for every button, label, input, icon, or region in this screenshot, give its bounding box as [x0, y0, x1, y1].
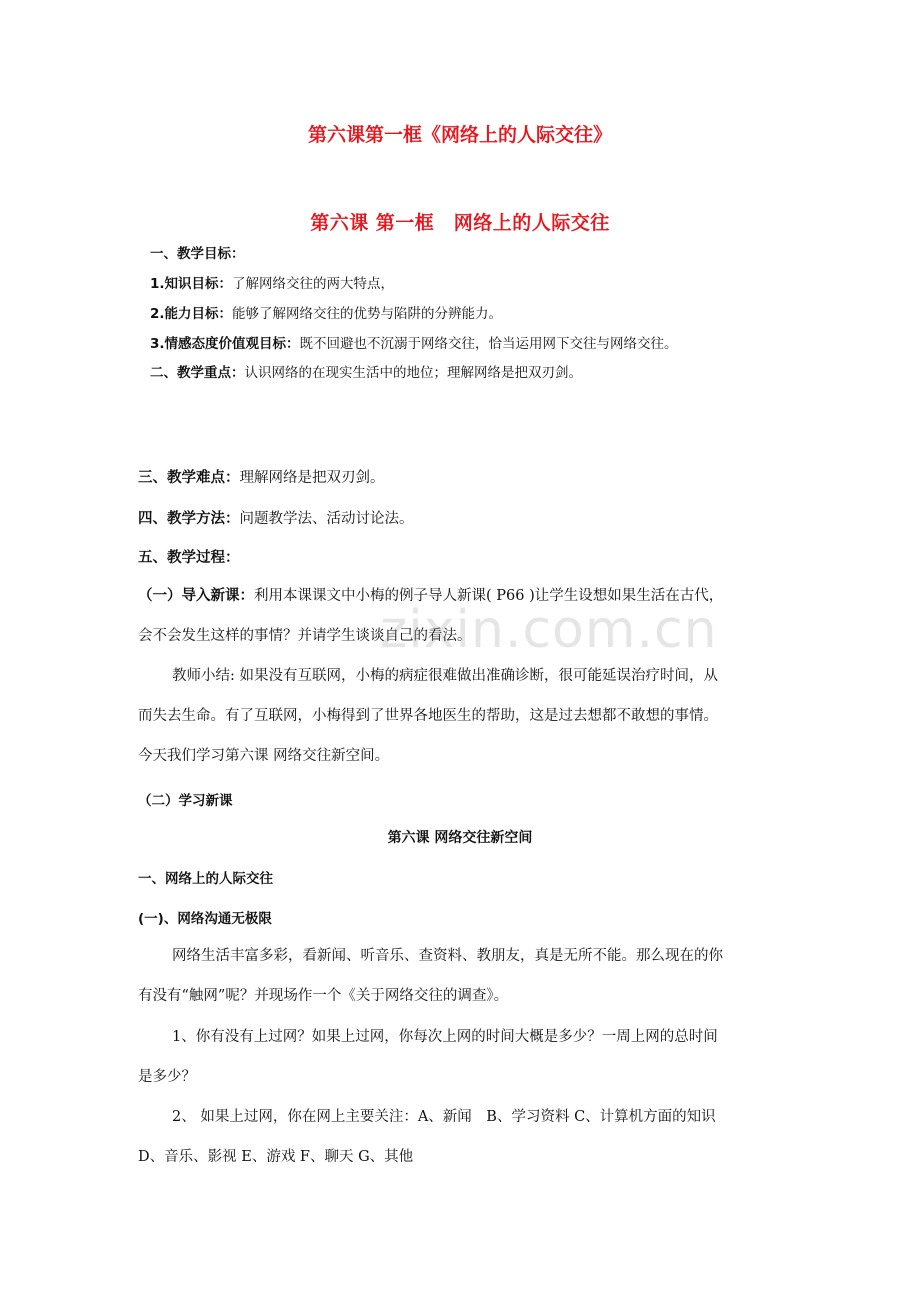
key-point-label: 二、教学重点： — [150, 365, 245, 381]
difficulty-text: 理解网络是把双刃剑。 — [239, 470, 385, 486]
difficulty — [138, 466, 385, 487]
intro-line-2: 会不会发生这样的事情？并请学生谈谈自己的看法。 — [138, 628, 472, 644]
lesson-title: 第六课 网络交往新空间 — [387, 830, 533, 846]
summary-line-3: 今天我们学习第六课 网络交往新空间。 — [138, 748, 390, 764]
question-2-line-1: 2、 如果上过网，你在网上主要关注：A、新闻 B、学习资料 C、计算机方面的知识 — [172, 1109, 716, 1125]
watermark: zixin.com.cn — [380, 600, 718, 660]
objective-ability-text: 能够了解网络交往的优势与陷阱的分辨能力。 — [232, 306, 503, 322]
summary-paragraph — [138, 656, 788, 776]
objective-emotion-text: 既不回避也不沉溺于网络交往，恰当运用网下交往与网络交往。 — [299, 336, 678, 352]
intro-label: （一）导入新课： — [138, 587, 254, 604]
sub-title: 第六课 第一框 网络上的人际交往 — [310, 212, 610, 234]
method-text: 问题教学法、活动讨论法。 — [239, 511, 414, 527]
objective-ability — [150, 302, 502, 322]
objective-knowledge-label: 1.知识目标： — [150, 276, 233, 292]
process-heading: 五、教学过程： — [138, 549, 240, 566]
subsection-1-heading: (一)、网络沟通无极限 — [138, 911, 272, 927]
objectives-heading: 一、教学目标： — [150, 246, 245, 262]
key-point — [150, 361, 582, 381]
key-point-text: 认识网络的在现实生活中的地位；理解网络是把双刃剑。 — [244, 365, 582, 381]
difficulty-label: 三、教学难点： — [138, 469, 240, 486]
objective-knowledge-text: 了解网络交往的两大特点， — [232, 276, 395, 292]
life-line-1: 网络生活丰富多彩，看新闻、听音乐、查资料、教朋友，真是无所不能。那么现在的你 — [172, 948, 723, 964]
question-1-line-2: 是多少？ — [138, 1069, 196, 1085]
section-1-heading: 一、网络上的人际交往 — [138, 871, 273, 887]
new-lesson-heading: （二）学习新课 — [138, 793, 233, 809]
method-label: 四、教学方法： — [138, 510, 240, 527]
method — [138, 507, 414, 528]
question-2 — [138, 1097, 788, 1177]
life-paragraph — [138, 936, 788, 1016]
objective-emotion — [150, 332, 678, 352]
objective-emotion-label: 3.情感态度价值观目标： — [150, 336, 300, 352]
summary-line-2: 而失去生命。有了互联网，小梅得到了世界各地医生的帮助，这是过去想都不敢想的事情。 — [138, 708, 718, 724]
summary-line-1: 教师小结: 如果没有互联网，小梅的病症很难做出准确诊断，很可能延误治疗时间，从 — [172, 668, 718, 684]
question-1-line-1: 1、你有没有上过网？如果上过网，你每次上网的时间大概是多少？一周上网的总时间 — [172, 1029, 718, 1045]
life-line-2: 有没有“触网”呢？并现场作一个《关于网络交往的调查》。 — [138, 988, 509, 1004]
question-2-line-2: D、音乐、影视 E、游戏 F、聊天 G、其他 — [138, 1149, 414, 1165]
question-1 — [138, 1017, 788, 1097]
objective-ability-label: 2.能力目标： — [150, 306, 233, 322]
intro-line-1-text: 利用本课课文中小梅的例子导人新课( P66 )让学生设想如果生活在古代， — [254, 588, 724, 604]
objective-knowledge — [150, 272, 394, 292]
main-title: 第六课第一框《网络上的人际交往》 — [307, 124, 612, 146]
